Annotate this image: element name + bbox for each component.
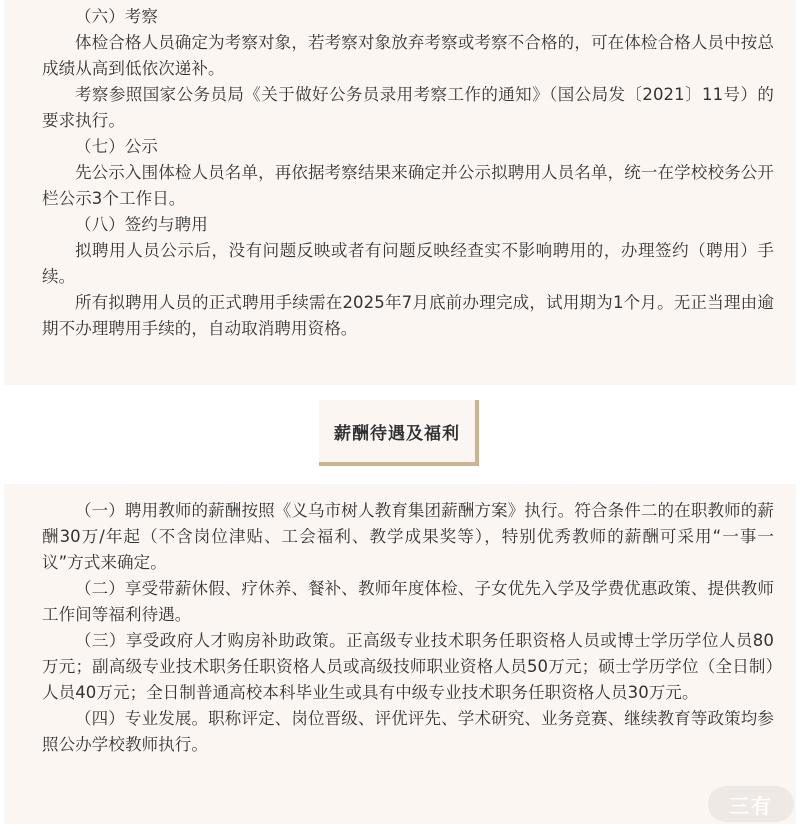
paragraph: 考察参照国家公务员局《关于做好公务员录用考察工作的通知》（国公局发〔2021〕11号）的要求执行。 [42,85,774,130]
paragraph: 体检合格人员确定为考察对象，若考察对象放弃考察或考察不合格的，可在体检合格人员中按总成绩从高到低依次递补。 [42,33,774,78]
paragraph: 所有拟聘用人员的正式聘用手续需在2025年7月底前办理完成，试用期为1个月。无正当理由逾期不办理聘用手续的，自动取消聘用资格。 [42,293,774,338]
benefit-item: （一）聘用教师的薪酬按照《义乌市树人教育集团薪酬方案》执行。符合条件二的在职教师的薪酬30万/年起（不含岗位津贴、工会福利、教学成果奖等），特别优秀教师的薪酬可采用“一事一议”方式来确定。 [42,501,774,572]
subheading-contract: （八）签约与聘用 [75,215,208,234]
watermark-logo: 三有 [708,786,794,822]
section-heading: 薪酬待遇及福利 [319,400,475,462]
benefit-item: （四）专业发展。职称评定、岗位晋级、评优评先、学术研究、业务竞赛、继续教育等政策均参照公办学校教师执行。 [42,709,774,754]
benefit-item: （三）享受政府人才购房补助政策。正高级专业技术职务任职资格人员或博士学历学位人员80万元；副高级专业技术职务任职资格人员或高级技师职业资格人员50万元；硕士学历学位（全日制）人员40万元；全日制普通高校本科毕业生或具有中级专业技术职务任职资格人员30万元。 [42,631,774,702]
section-heading-container [319,400,479,466]
benefit-item: （二）享受带薪休假、疗休养、餐补、教师年度体检、子女优先入学及学费优惠政策、提供教师工作间等福利待遇。 [42,579,774,624]
salary-benefits-panel [4,484,796,824]
paragraph: 拟聘用人员公示后，没有问题反映或者有问题反映经查实不影响聘用的，办理签约（聘用）手续。 [42,241,774,286]
paragraph: 先公示入围体检人员名单，再依据考察结果来确定并公示拟聘用人员名单，统一在学校校务公开栏公示3个工作日。 [42,163,774,208]
subheading-inspection: （六）考察 [75,7,158,26]
subheading-publicity: （七）公示 [75,137,158,156]
recruitment-process-panel [4,0,796,385]
